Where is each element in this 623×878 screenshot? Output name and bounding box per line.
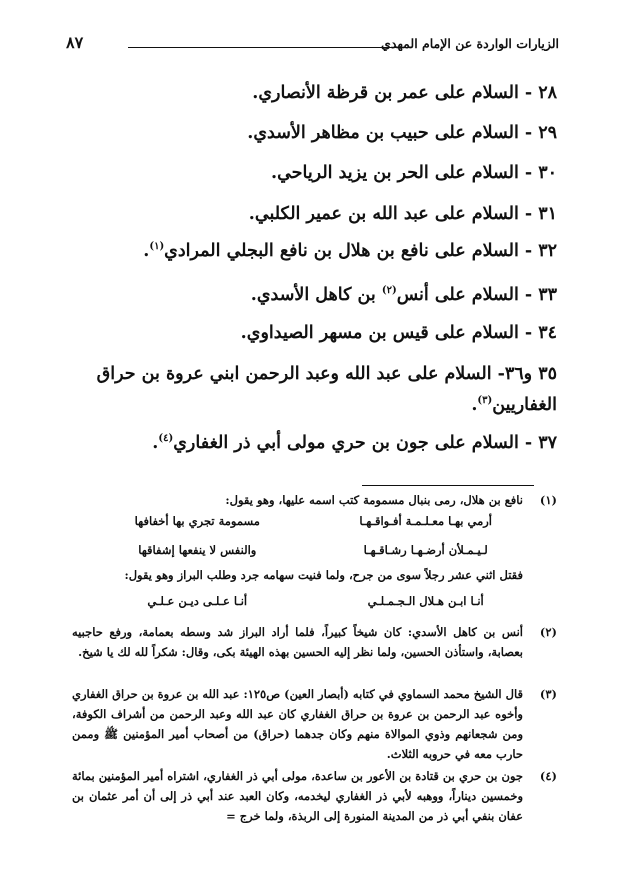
entry-37 [76, 430, 557, 456]
footnote-ref[interactable]: (٤) [158, 433, 174, 445]
entry-text: السلام على عبد الله وعبد الرحمن ابني عروة بن حراق الغفاريين [96, 364, 557, 415]
entry-number: ٣١ - [524, 204, 557, 224]
footnote-4 [72, 766, 557, 826]
verse-hemistich: مسمومة تجري بها أخفافها [134, 514, 260, 528]
entry-30 [76, 160, 557, 186]
verse-line-1 [100, 514, 523, 528]
footnote-ref[interactable]: (٣) [477, 395, 493, 407]
footnote-ref[interactable]: (٢) [381, 285, 397, 297]
entry-text: السلام على عمر بن قرظة الأنصاري. [252, 83, 519, 103]
entry-32 [76, 238, 557, 264]
entry-text: السلام على جون بن حري مولى أبي ذر الغفاري [173, 433, 519, 453]
footnote-2 [72, 622, 557, 662]
footnote-text: جون بن حري بن قتادة بن الأعور بن ساعدة، مولى أبي ذر الغفاري، اشتراه أمير المؤمنين بمائة وخمسين ديناراً، ووهبه لأبي ذر الغفاري ليخدمه، وكان العبد عند أبي ذر إلى أن أمر عثمان بن عفان بنفي أبي ذر من المدينة المنورة إلى الربذة، ولما خرج = [72, 769, 523, 823]
entry-28 [76, 80, 557, 106]
entry-number: ٢٨ - [524, 83, 557, 103]
footnote-text: فقتل اثني عشر رجلاً سوى من جرح، ولما فنيت سهامه جرد وطلب البراز وهو يقول: [124, 568, 523, 582]
entry-31 [76, 201, 557, 227]
entry-tail: . [143, 241, 150, 261]
page-number: ٨٧ [66, 33, 84, 52]
verse-hemistich: أنـا عـلـى ديـن عـلـي [147, 594, 248, 608]
footnote-separator [362, 485, 534, 486]
verse-hemistich: والنفس لا ينفعها إشفاقها [138, 543, 257, 557]
entry-text: السلام على الحر بن يزيد الرياحي. [270, 163, 519, 183]
verse-line-2 [100, 543, 523, 557]
entry-number: ٣٣ - [524, 285, 557, 305]
entry-34 [76, 320, 557, 346]
entry-text: السلام على نافع بن هلال بن نافع البجلي المرادي [164, 241, 519, 261]
entry-text: السلام على أنس [396, 285, 519, 305]
entry-tail: بن كاهل الأسدي. [250, 285, 382, 305]
footnote-3 [72, 684, 557, 764]
entry-text: السلام على حبيب بن مظاهر الأسدي. [247, 123, 519, 143]
entry-35-36 [76, 359, 557, 421]
entry-tail: . [152, 433, 159, 453]
footnote-number: (٢) [539, 625, 557, 639]
footnote-text: قال الشيخ محمد السماوي في كتابه (أبصار العين) ص١٢٥: عبد الله بن عروة بن حراق الغفاري وأخوه عبد الرحمن بن عروة بن حراق الغفاري كان عبد الله وعبد الرحمن من أشراف الكوفة، ومن شجعانهم وذوي الموالاة منهم وكان جدهما (حراق) من أصحاب أمير المؤمنين ﷺ وممن حارب معه في حروبه الثلاث. [72, 687, 523, 761]
entry-tail: . [471, 395, 478, 415]
running-header-title: الزيارات الواردة عن الإمام المهدي [381, 36, 559, 51]
entry-29 [76, 120, 557, 146]
footnote-text: نافع بن هلال، رمى بنبال مسمومة كتب اسمه عليها، وهو يقول: [225, 493, 523, 507]
entry-number: ٣٧ - [524, 433, 557, 453]
footnote-text: أنس بن كاهل الأسدي: كان شيخاً كبيراً، فلما أراد البراز شد وسطه بعمامة، ورفع حاجبيه بعصابة، واستأذن الحسين، ولما نظر إليه الحسين بهذه الهيئة بكى، وقال: شكراً لله لك يا شيخ. [72, 625, 523, 659]
footnote-ref[interactable]: (١) [149, 241, 165, 253]
header-rule [128, 47, 398, 48]
entry-number: ٣٢ - [524, 241, 557, 261]
footnote-1 [72, 490, 557, 510]
entry-number: ٣٤ - [524, 323, 557, 343]
footnote-number: (١) [539, 493, 557, 507]
verse-hemistich: أرمي بهـا معـلـمـة أفـواقـهـا [359, 514, 492, 528]
footnote-number: (٤) [539, 769, 557, 783]
entry-number: ٢٩ - [524, 123, 557, 143]
entry-text: السلام على قيس بن مسهر الصيداوي. [240, 323, 519, 343]
verse-line-3 [100, 594, 523, 608]
verse-hemistich: أنـا ابـن هـلال الـجـمـلـي [367, 594, 484, 608]
entry-text: السلام على عبد الله بن عمير الكلبي. [248, 204, 519, 224]
entry-number: ٣٥ و٣٦- [497, 364, 557, 384]
entry-33 [76, 282, 557, 308]
entry-number: ٣٠ - [524, 163, 557, 183]
verse-hemistich: لـيـمـلأن أرضـهـا رشـاقـهـا [363, 543, 488, 557]
footnote-number: (٣) [539, 687, 557, 701]
